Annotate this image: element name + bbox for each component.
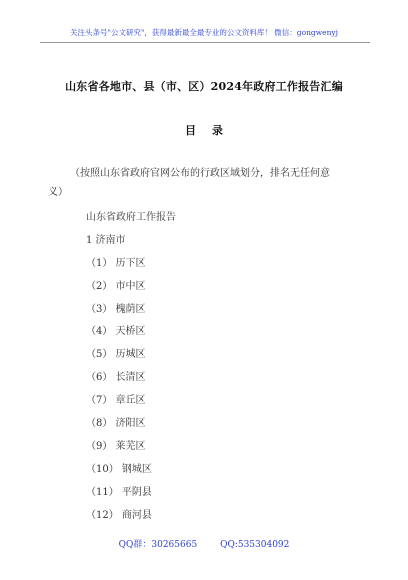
toc-item-gangcheng: （10） 钢城区 (86, 463, 152, 475)
toc-item-jinan: 1 济南市 (86, 234, 126, 246)
footer-qq-group: QQ群：30265665 (118, 540, 198, 550)
toc-item-shanghe: （12） 商河县 (86, 509, 152, 521)
toc-item-tianqiao: （4） 天桥区 (86, 326, 146, 338)
footer-contact (0, 537, 408, 550)
toc-heading: 目录 (185, 124, 239, 137)
toc-item-huaiyin: （3） 槐荫区 (86, 303, 146, 315)
toc-item-lixia: （1） 历下区 (86, 257, 146, 269)
toc-item-province-report: 山东省政府工作报告 (86, 212, 176, 223)
toc-item-shizhong: （2） 市中区 (86, 280, 146, 292)
footer-qq: QQ:535304092 (220, 540, 290, 550)
header-banner: 关注头条号"公文研究"，获得最新最全最专业的公文资料库！ 微信：gongwenyj (70, 28, 338, 37)
toc-item-licheng: （5） 历城区 (86, 349, 146, 361)
toc-note: （按照山东省政府官网公布的行政区域划分，排名无任何意义） (48, 168, 330, 198)
header-divider (40, 42, 370, 43)
document-title: 山东省各地市、县（市、区）2024年政府工作报告汇编 (65, 80, 343, 93)
toc-item-laiwu: （9） 莱芜区 (86, 440, 146, 452)
toc-item-pingyin: （11） 平阴县 (86, 486, 152, 498)
toc-list (86, 207, 176, 527)
toc-item-jiyang: （8） 济阳区 (86, 418, 146, 430)
toc-item-changqing: （6） 长清区 (86, 372, 146, 384)
toc-item-zhangqiu: （7） 章丘区 (86, 395, 146, 407)
